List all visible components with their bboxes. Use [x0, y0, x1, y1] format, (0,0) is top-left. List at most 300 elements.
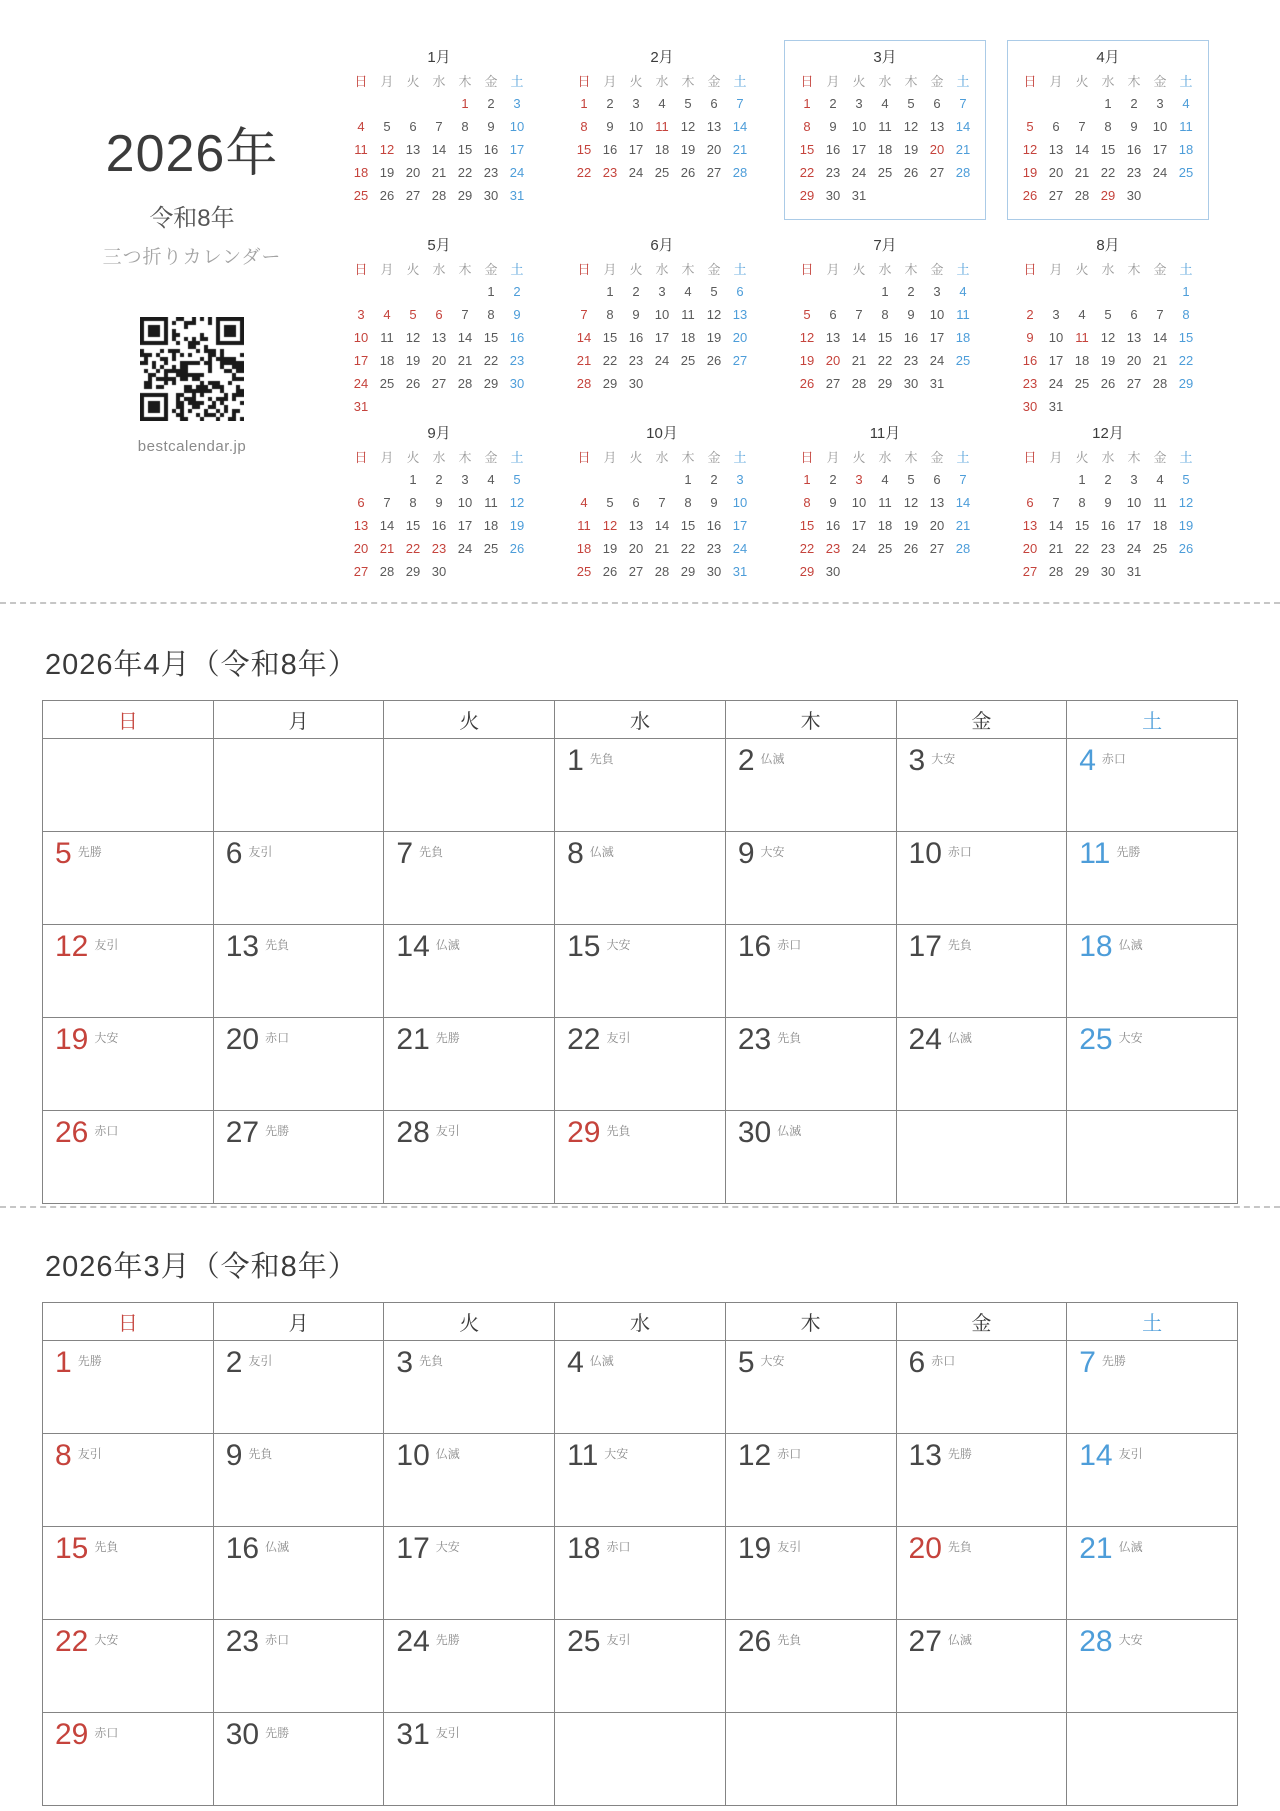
mini-day-cell	[1147, 560, 1173, 583]
weekday-header: 月	[213, 1303, 384, 1341]
mini-day-cell	[794, 280, 820, 303]
day-number: 6	[908, 1346, 926, 1379]
day-number: 14	[396, 930, 430, 963]
mini-day-cell: 20	[706, 142, 722, 157]
mini-day-cell: 6	[933, 96, 941, 111]
mini-day-cell: 19	[903, 142, 919, 157]
mini-day-cell: 30	[431, 564, 447, 579]
mini-day-cell: 28	[732, 165, 748, 180]
mini-day-cell: 25	[955, 353, 971, 368]
mini-day-cell: 16	[602, 142, 618, 157]
mini-day-cell: 6	[1026, 495, 1034, 510]
mini-weekday-header: 月	[826, 262, 840, 277]
mini-day-cell: 28	[955, 541, 971, 556]
mini-day-cell: 22	[877, 353, 893, 368]
mini-day-cell: 29	[877, 376, 893, 391]
mini-day-cell: 14	[851, 330, 867, 345]
mini-day-cell	[1043, 92, 1069, 115]
mini-day-cell: 1	[1078, 472, 1086, 487]
mini-day-cell: 27	[628, 564, 644, 579]
rokuyo-label: 友引	[77, 1447, 102, 1461]
mini-day-cell: 19	[706, 330, 722, 345]
day-cell	[1067, 1341, 1238, 1434]
mini-day-cell: 1	[487, 284, 495, 299]
mini-day-cell: 14	[1074, 142, 1090, 157]
mini-day-cell: 25	[1152, 541, 1168, 556]
mini-day-cell: 4	[1156, 472, 1164, 487]
weekday-header: 金	[896, 1303, 1067, 1341]
mini-day-cell: 9	[829, 119, 837, 134]
rokuyo-label: 先負	[947, 938, 972, 952]
rokuyo-label: 大安	[94, 1633, 119, 1647]
mini-day-cell: 12	[1022, 142, 1038, 157]
mini-day-cell: 28	[955, 165, 971, 180]
mini-day-cell: 24	[1126, 541, 1142, 556]
rokuyo-label: 友引	[435, 1124, 460, 1138]
mini-weekday-header: 木	[1127, 450, 1141, 465]
mini-calendar-month-label: 5月	[427, 237, 451, 254]
mini-day-cell: 3	[357, 307, 365, 322]
rokuyo-label: 赤口	[94, 1124, 119, 1138]
mini-day-cell: 10	[654, 307, 670, 322]
mini-day-cell: 12	[903, 495, 919, 510]
mini-day-cell: 24	[732, 541, 748, 556]
mini-day-cell: 11	[1075, 330, 1089, 345]
mini-day-cell: 26	[799, 376, 815, 391]
mini-day-cell: 9	[606, 119, 614, 134]
mini-calendar-grid	[338, 40, 1230, 604]
mini-day-cell: 26	[1178, 541, 1194, 556]
day-cell	[725, 1527, 896, 1620]
mini-day-cell: 8	[803, 495, 811, 510]
mini-day-cell: 12	[706, 307, 722, 322]
day-cell	[725, 739, 896, 832]
mini-day-cell: 11	[878, 119, 892, 134]
title-block	[58, 125, 326, 455]
mini-day-cell: 16	[825, 142, 841, 157]
day-cell	[1067, 739, 1238, 832]
mini-day-cell: 24	[628, 165, 644, 180]
mini-day-cell: 20	[929, 518, 945, 533]
mini-weekday-header: 日	[577, 262, 591, 277]
weekday-header: 土	[1067, 701, 1238, 739]
mini-weekday-header: 水	[655, 74, 669, 89]
mini-day-cell: 9	[513, 307, 521, 322]
mini-day-cell: 12	[379, 142, 395, 157]
mini-weekday-header: 日	[1023, 262, 1037, 277]
day-number: 24	[908, 1023, 942, 1056]
mini-day-cell: 13	[929, 119, 945, 134]
mini-weekday-header: 月	[603, 450, 617, 465]
mini-weekday-header: 火	[406, 262, 420, 277]
mini-day-cell: 17	[1048, 353, 1064, 368]
mini-day-cell	[400, 395, 426, 418]
mini-day-cell	[1173, 184, 1199, 207]
mini-day-cell: 20	[405, 165, 421, 180]
mini-day-cell: 1	[461, 96, 469, 111]
mini-day-cell: 25	[1074, 376, 1090, 391]
mini-day-cell: 23	[602, 165, 618, 180]
day-number: 10	[396, 1439, 430, 1472]
mini-day-cell: 10	[353, 330, 369, 345]
mini-day-cell: 28	[457, 376, 473, 391]
mini-weekday-header: 土	[1179, 262, 1193, 277]
mini-day-cell: 4	[487, 472, 495, 487]
large-calendar-title-april: 2026年4月（令和8年）	[45, 649, 358, 681]
mini-day-cell: 22	[576, 165, 592, 180]
mini-day-cell: 9	[1130, 119, 1138, 134]
mini-day-cell: 10	[851, 495, 867, 510]
mini-day-cell: 20	[825, 353, 841, 368]
mini-day-cell: 9	[1104, 495, 1112, 510]
mini-day-cell	[478, 395, 504, 418]
mini-day-cell	[1095, 280, 1121, 303]
mini-day-cell: 2	[1130, 96, 1138, 111]
mini-day-cell: 7	[959, 472, 967, 487]
mini-weekday-header: 金	[707, 74, 721, 89]
mini-weekday-header: 土	[510, 262, 524, 277]
mini-day-cell: 10	[851, 119, 867, 134]
mini-day-cell: 16	[431, 518, 447, 533]
mini-day-cell: 17	[732, 518, 748, 533]
mini-day-cell	[478, 560, 504, 583]
day-cell	[725, 1111, 896, 1204]
mini-day-cell: 31	[1048, 399, 1064, 414]
day-number: 18	[1079, 930, 1113, 963]
mini-day-cell	[597, 468, 623, 491]
mini-day-cell: 20	[1048, 165, 1064, 180]
day-cell	[555, 1018, 726, 1111]
mini-calendar	[561, 228, 763, 408]
rokuyo-label: 仏滅	[777, 1124, 802, 1138]
day-cell	[896, 739, 1067, 832]
mini-day-cell: 8	[803, 119, 811, 134]
mini-day-cell	[348, 92, 374, 115]
mini-day-cell: 2	[487, 96, 495, 111]
rokuyo-label: 先勝	[265, 1124, 290, 1138]
rokuyo-label: 先勝	[947, 1447, 972, 1461]
mini-weekday-header: 木	[681, 450, 695, 465]
mini-day-cell	[950, 560, 976, 583]
mini-day-cell: 16	[903, 330, 919, 345]
day-cell	[43, 1620, 214, 1713]
mini-weekday-header: 金	[1153, 262, 1167, 277]
mini-day-cell: 5	[513, 472, 521, 487]
rokuyo-label: 先負	[589, 752, 614, 766]
mini-day-cell: 3	[632, 96, 640, 111]
mini-day-cell: 13	[1126, 330, 1142, 345]
day-cell	[725, 1713, 896, 1806]
weekday-header: 日	[43, 701, 214, 739]
mini-weekday-header: 月	[826, 74, 840, 89]
mini-day-cell: 3	[1052, 307, 1060, 322]
mini-day-cell: 12	[1100, 330, 1116, 345]
mini-day-cell: 30	[628, 376, 644, 391]
day-number: 27	[225, 1116, 260, 1149]
mini-calendar	[1007, 40, 1209, 220]
mini-day-cell: 14	[576, 330, 592, 345]
mini-day-cell: 4	[881, 472, 889, 487]
mini-day-cell: 13	[353, 518, 369, 533]
mini-weekday-header: 月	[1049, 450, 1063, 465]
mini-day-cell: 8	[1104, 119, 1112, 134]
mini-weekday-header: 火	[629, 262, 643, 277]
mini-day-cell: 18	[654, 142, 670, 157]
mini-day-cell: 21	[955, 142, 971, 157]
day-cell	[896, 1341, 1067, 1434]
mini-day-cell: 11	[956, 307, 970, 322]
mini-day-cell: 16	[1126, 142, 1142, 157]
mini-weekday-header: 土	[733, 74, 747, 89]
day-cell	[896, 1434, 1067, 1527]
day-cell	[384, 739, 555, 832]
rokuyo-label: 友引	[248, 845, 273, 859]
mini-weekday-header: 土	[733, 450, 747, 465]
day-cell	[896, 1620, 1067, 1713]
day-number: 3	[908, 744, 926, 777]
mini-day-cell: 28	[1152, 376, 1168, 391]
mini-day-cell	[400, 92, 426, 115]
day-cell	[43, 1111, 214, 1204]
day-number: 31	[396, 1718, 430, 1751]
day-number: 16	[737, 930, 772, 963]
mini-day-cell: 27	[1048, 188, 1064, 203]
mini-day-cell: 22	[799, 165, 815, 180]
mini-day-cell: 23	[483, 165, 499, 180]
day-cell	[1067, 1527, 1238, 1620]
mini-day-cell: 23	[1126, 165, 1142, 180]
weekday-header: 木	[725, 701, 896, 739]
mini-day-cell: 19	[680, 142, 696, 157]
mini-day-cell: 5	[684, 96, 692, 111]
mini-day-cell: 23	[825, 541, 841, 556]
mini-day-cell: 25	[576, 564, 592, 579]
mini-day-cell	[1069, 395, 1095, 418]
mini-calendar	[338, 40, 540, 220]
mini-day-cell: 19	[379, 165, 395, 180]
mini-day-cell	[374, 395, 400, 418]
mini-day-cell: 8	[487, 307, 495, 322]
mini-day-cell	[1043, 468, 1069, 491]
rokuyo-label: 先勝	[435, 1633, 460, 1647]
mini-day-cell: 8	[606, 307, 614, 322]
mini-day-cell: 18	[483, 518, 499, 533]
mini-day-cell: 31	[929, 376, 945, 391]
mini-day-cell: 29	[680, 564, 696, 579]
mini-calendar-month-label: 9月	[427, 425, 451, 442]
mini-day-cell: 15	[576, 142, 592, 157]
mini-weekday-header: 月	[1049, 262, 1063, 277]
mini-day-cell: 25	[654, 165, 670, 180]
mini-day-cell: 4	[959, 284, 967, 299]
mini-day-cell: 20	[929, 142, 945, 157]
day-number: 29	[55, 1718, 89, 1751]
large-calendar-title-march: 2026年3月（令和8年）	[45, 1251, 358, 1283]
mini-day-cell: 29	[405, 564, 421, 579]
mini-day-cell: 22	[1074, 541, 1090, 556]
mini-weekday-header: 木	[681, 262, 695, 277]
day-number: 28	[1079, 1625, 1113, 1658]
mini-day-cell: 13	[732, 307, 748, 322]
rokuyo-label: 仏滅	[435, 938, 460, 952]
mini-day-cell: 21	[1152, 353, 1168, 368]
mini-day-cell: 11	[354, 142, 368, 157]
mini-day-cell: 26	[903, 165, 919, 180]
rokuyo-label: 先負	[606, 1124, 631, 1138]
mini-day-cell: 18	[353, 165, 369, 180]
rokuyo-label: 友引	[1118, 1447, 1143, 1461]
mini-day-cell: 11	[484, 495, 498, 510]
day-number: 26	[737, 1625, 772, 1658]
rokuyo-label: 先勝	[77, 1354, 102, 1368]
mini-day-cell	[426, 280, 452, 303]
mini-day-cell: 3	[933, 284, 941, 299]
large-calendar-march	[42, 1302, 1238, 1806]
mini-day-cell: 23	[1022, 376, 1038, 391]
mini-day-cell	[426, 92, 452, 115]
rokuyo-label: 赤口	[777, 938, 802, 952]
rokuyo-label: 大安	[760, 845, 785, 859]
mini-day-cell: 9	[1026, 330, 1034, 345]
mini-weekday-header: 水	[432, 450, 446, 465]
mini-day-cell: 1	[409, 472, 417, 487]
mini-day-cell: 12	[405, 330, 421, 345]
mini-day-cell: 18	[877, 518, 893, 533]
mini-calendar	[784, 416, 986, 596]
mini-day-cell: 9	[487, 119, 495, 134]
day-cell	[213, 1620, 384, 1713]
day-number: 27	[908, 1625, 942, 1658]
mini-day-cell: 14	[379, 518, 395, 533]
mini-day-cell: 15	[1100, 142, 1116, 157]
mini-calendar	[338, 228, 540, 414]
mini-day-cell: 18	[955, 330, 971, 345]
mini-calendar-month-label: 10月	[646, 425, 678, 442]
mini-day-cell: 10	[1048, 330, 1064, 345]
rokuyo-label: 大安	[931, 752, 956, 766]
mini-day-cell: 15	[602, 330, 618, 345]
day-cell	[43, 1713, 214, 1806]
mini-day-cell: 26	[1022, 188, 1038, 203]
mini-day-cell: 16	[825, 518, 841, 533]
mini-day-cell	[898, 184, 924, 207]
mini-day-cell: 17	[1152, 142, 1168, 157]
mini-day-cell: 2	[606, 96, 614, 111]
mini-weekday-header: 水	[878, 74, 892, 89]
mini-day-cell: 10	[457, 495, 473, 510]
mini-day-cell: 30	[825, 564, 841, 579]
mini-weekday-header: 木	[458, 450, 472, 465]
mini-day-cell: 1	[684, 472, 692, 487]
mini-calendar-month-label: 12月	[1092, 425, 1124, 442]
day-cell	[384, 1527, 555, 1620]
mini-day-cell: 24	[353, 376, 369, 391]
mini-day-cell: 21	[1048, 541, 1064, 556]
mini-day-cell: 26	[903, 541, 919, 556]
era-title: 令和8年	[149, 205, 235, 232]
mini-day-cell: 4	[684, 284, 692, 299]
mini-day-cell: 12	[799, 330, 815, 345]
mini-day-cell: 18	[1152, 518, 1168, 533]
mini-day-cell	[846, 280, 872, 303]
day-number: 24	[396, 1625, 430, 1658]
mini-weekday-header: 日	[1023, 74, 1037, 89]
mini-day-cell: 16	[1100, 518, 1116, 533]
mini-day-cell: 27	[929, 165, 945, 180]
rokuyo-label: 仏滅	[1118, 938, 1143, 952]
mini-day-cell: 13	[929, 495, 945, 510]
mini-day-cell: 12	[680, 119, 696, 134]
mini-day-cell: 19	[1022, 165, 1038, 180]
day-cell	[43, 925, 214, 1018]
mini-day-cell: 1	[881, 284, 889, 299]
mini-day-cell: 6	[933, 472, 941, 487]
mini-calendar	[784, 228, 986, 408]
day-cell	[43, 739, 214, 832]
mini-day-cell: 7	[959, 96, 967, 111]
mini-day-cell: 21	[457, 353, 473, 368]
mini-day-cell: 16	[509, 330, 525, 345]
mini-day-cell	[1121, 395, 1147, 418]
rokuyo-label: 大安	[606, 938, 631, 952]
mini-day-cell: 15	[483, 330, 499, 345]
mini-day-cell: 3	[855, 96, 863, 111]
mini-day-cell: 17	[1126, 518, 1142, 533]
mini-day-cell: 10	[732, 495, 748, 510]
mini-day-cell	[426, 395, 452, 418]
mini-day-cell: 1	[803, 96, 811, 111]
mini-day-cell: 15	[1178, 330, 1194, 345]
day-number: 21	[396, 1023, 430, 1056]
mini-weekday-header: 土	[956, 450, 970, 465]
mini-day-cell	[504, 560, 530, 583]
mini-day-cell: 7	[855, 307, 863, 322]
mini-weekday-header: 金	[1153, 74, 1167, 89]
mini-day-cell: 5	[383, 119, 391, 134]
day-number: 2	[737, 744, 755, 777]
mini-day-cell: 22	[680, 541, 696, 556]
day-cell	[43, 1341, 214, 1434]
mini-calendar-month-label: 7月	[873, 237, 897, 254]
rokuyo-label: 赤口	[265, 1633, 290, 1647]
mini-day-cell: 24	[654, 353, 670, 368]
mini-calendar	[784, 40, 986, 220]
mini-day-cell: 3	[513, 96, 521, 111]
mini-day-cell: 5	[409, 307, 417, 322]
day-cell	[896, 1018, 1067, 1111]
mini-day-cell: 1	[580, 96, 588, 111]
day-number: 7	[396, 837, 414, 870]
mini-day-cell: 5	[1104, 307, 1112, 322]
mini-day-cell: 16	[483, 142, 499, 157]
qr-code	[140, 317, 244, 421]
mini-day-cell: 11	[681, 307, 695, 322]
mini-day-cell	[1069, 280, 1095, 303]
weekday-header: 月	[213, 701, 384, 739]
rokuyo-label: 友引	[606, 1031, 631, 1045]
mini-calendar-month-label: 2月	[650, 49, 674, 66]
mini-day-cell: 4	[1182, 96, 1190, 111]
mini-day-cell: 17	[851, 518, 867, 533]
mini-day-cell: 4	[357, 119, 365, 134]
mini-day-cell: 14	[431, 142, 447, 157]
mini-day-cell: 22	[799, 541, 815, 556]
mini-day-cell: 4	[383, 307, 391, 322]
mini-day-cell: 5	[1026, 119, 1034, 134]
mini-day-cell: 30	[706, 564, 722, 579]
mini-day-cell: 17	[353, 353, 369, 368]
day-cell	[1067, 1018, 1238, 1111]
